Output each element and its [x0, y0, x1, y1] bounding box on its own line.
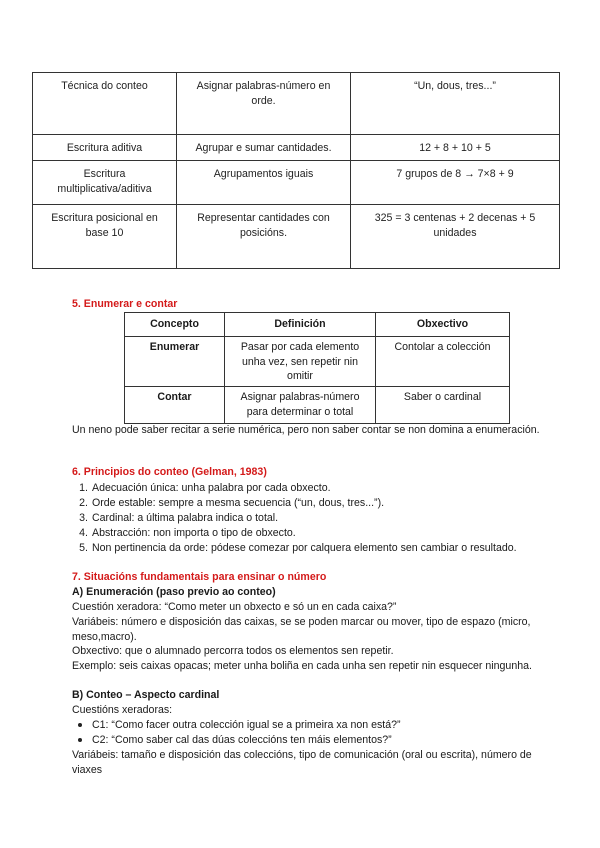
table-cell: “Un, dous, tres...” — [351, 73, 560, 135]
table-cell: Escritura aditiva — [33, 135, 177, 161]
subsection-b-title: B) Conteo – Aspecto cardinal — [72, 689, 220, 701]
table-cell: 12 + 8 + 10 + 5 — [351, 135, 560, 161]
table-cell: Enumerar — [125, 337, 225, 387]
subsection-b-variables: Variábeis: tamaño e disposición das coleccións, tipo de comunicación (oral ou escrita), número de viaxes — [72, 749, 532, 776]
table-header-row — [125, 313, 510, 337]
column-header: Definición — [225, 313, 376, 337]
section-5-heading: 5. Enumerar e contar — [72, 298, 178, 310]
list-number: 2. — [79, 497, 88, 509]
subsection-a-example: Exemplo: seis caixas opacas; meter unha boliña en cada unha sen repetir nin esquecer ningunha. — [72, 660, 532, 672]
table-row — [33, 73, 560, 135]
table-row — [125, 337, 510, 387]
list-item — [79, 496, 532, 511]
subsection-b-questions-label: Cuestións xeradoras: — [72, 704, 173, 716]
list-item-text: Abstracción: non importa o tipo de obxecto. — [92, 527, 296, 539]
table-cell: Contolar a colección — [376, 337, 510, 387]
list-item-text: C2: “Como saber cal das dúas coleccións ten máis elementos?” — [92, 734, 392, 746]
table-row — [33, 161, 560, 205]
list-item — [79, 511, 532, 526]
table-cell: 7 grupos de 8 → 7×8 + 9 — [351, 161, 560, 205]
section-6-heading: 6. Principios do conteo (Gelman, 1983) — [72, 466, 267, 478]
list-item — [92, 718, 532, 733]
subsection-a-title: A) Enumeración (paso previo ao conteo) — [72, 586, 276, 598]
list-item — [92, 733, 532, 748]
table-cell: Pasar por cada elemento unha vez, sen repetir nin omitir — [225, 337, 376, 387]
column-header: Concepto — [125, 313, 225, 337]
list-item — [79, 541, 532, 556]
table-cell: Agrupar e sumar cantidades. — [177, 135, 351, 161]
section-5-note: Un neno pode saber recitar a serie numérica, pero non saber contar se non domina a enumeración. — [72, 424, 540, 436]
enumerar-contar-table — [124, 312, 510, 424]
column-header: Obxectivo — [376, 313, 510, 337]
list-number: 5. — [79, 542, 88, 554]
list-item-text: Orde estable: sempre a mesma secuencia (“un, dous, tres...”). — [92, 497, 385, 509]
table-cell: Escritura multiplicativa/aditiva — [33, 161, 177, 205]
list-number: 1. — [79, 482, 88, 494]
table-cell: Saber o cardinal — [376, 387, 510, 424]
list-item-text: Non pertinencia da orde: pódese comezar por calquera elemento sen cambiar o resultado. — [92, 542, 517, 554]
bullet-icon — [78, 738, 82, 742]
list-item-text: C1: “Como facer outra colección igual se a primeira xa non está?” — [92, 719, 401, 731]
table-cell: Representar cantidades con posicións. — [177, 205, 351, 269]
subsection-a-question: Cuestión xeradora: “Como meter un obxecto e só un en cada caixa?” — [72, 601, 397, 613]
table-cell: Escritura posicional en base 10 — [33, 205, 177, 269]
table-cell: Asignar palabras-número en orde. — [177, 73, 351, 135]
table-row — [33, 135, 560, 161]
section-7-heading: 7. Situacións fundamentais para ensinar o número — [72, 571, 327, 583]
table-cell: Contar — [125, 387, 225, 424]
list-item — [79, 526, 532, 541]
table-cell: 325 = 3 centenas + 2 decenas + 5 unidades — [351, 205, 560, 269]
list-item-text: Cardinal: a última palabra indica o total. — [92, 512, 279, 524]
table-row — [125, 387, 510, 424]
table-cell: Agrupamentos iguais — [177, 161, 351, 205]
subsection-a-variables: Variábeis: número e disposición das caixas, se se poden marcar ou mover, tipo de espazo (micro, meso,macro). — [72, 616, 531, 643]
list-number: 4. — [79, 527, 88, 539]
bullet-icon — [78, 723, 82, 727]
subsection-a-objective: Obxectivo: que o alumnado percorra todos os elementos sen repetir. — [72, 645, 394, 657]
list-number: 3. — [79, 512, 88, 524]
escrituras-table — [32, 72, 560, 269]
table-cell: Técnica do conteo — [33, 73, 177, 135]
list-item — [79, 481, 532, 496]
table-cell: Asignar palabras-número para determinar o total — [225, 387, 376, 424]
list-item-text: Adecuación única: unha palabra por cada obxecto. — [92, 482, 331, 494]
table-row — [33, 205, 560, 269]
